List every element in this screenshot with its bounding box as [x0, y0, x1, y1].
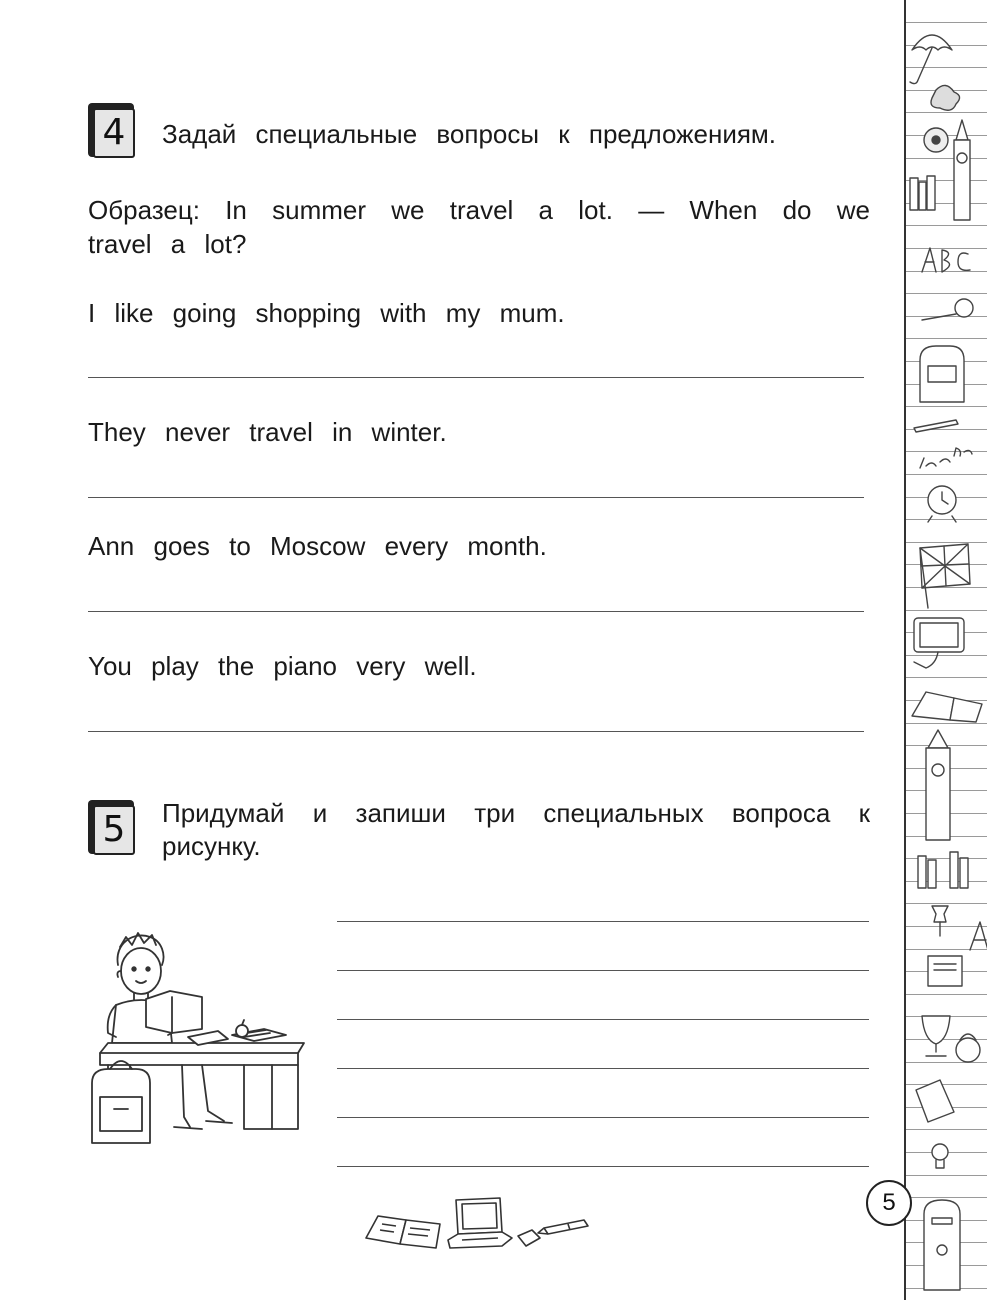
answer-line-3[interactable]: [88, 611, 864, 612]
lightbulb-icon: [932, 1144, 948, 1168]
kettlebell-icon: [956, 1034, 980, 1062]
tablet-icon: [914, 618, 964, 668]
task-4-badge: [88, 103, 138, 161]
trophy-icon: [922, 1016, 950, 1056]
open-book-icon: [366, 1216, 440, 1248]
task-4-example: Образец: In summer we travel a lot. — When do we travel a lot?: [88, 195, 870, 259]
boy-at-desk-illustration: [86, 925, 311, 1153]
pen-icon: [538, 1220, 588, 1234]
school-supplies-illustration: [362, 1190, 594, 1252]
task-4-sentence-1: I like going shopping with my mum.: [88, 298, 565, 328]
laptop-icon: [448, 1198, 512, 1248]
folder-icon: [916, 1080, 954, 1122]
books-icon: [918, 852, 968, 888]
magnifier-icon: [922, 299, 973, 320]
books-icon: [910, 176, 935, 210]
flower-icon: [924, 128, 948, 152]
answer-line-8[interactable]: [337, 1068, 869, 1069]
side-doodles: [906, 0, 987, 1300]
task-4-sentence-3: Ann goes to Moscow every month.: [88, 531, 547, 561]
answer-line-4[interactable]: [88, 731, 864, 732]
open-book-icon: [912, 692, 982, 722]
answer-line-2[interactable]: [88, 497, 864, 498]
answer-line-9[interactable]: [337, 1117, 869, 1118]
task-4-number: 4: [93, 108, 135, 158]
page-number: 5: [866, 1180, 912, 1226]
decorative-side-strip: [904, 0, 987, 1300]
pencil-icon: [914, 420, 958, 432]
big-ben-icon: [926, 730, 950, 840]
eraser-icon: [518, 1230, 540, 1246]
answer-line-7[interactable]: [337, 1019, 869, 1020]
postbox-icon: [924, 1200, 960, 1290]
umbrella-icon: [910, 35, 952, 84]
answer-line-6[interactable]: [337, 970, 869, 971]
big-ben-icon: [954, 120, 970, 220]
alarm-clock-icon: [928, 486, 956, 522]
answer-line-5[interactable]: [337, 921, 869, 922]
task-5-number: 5: [93, 805, 135, 855]
task-5-heading: Придумай и запиши три специальных вопроса к рисунку.: [162, 798, 870, 861]
task-4-heading: Задай специальные вопросы к предложениям.: [162, 119, 777, 149]
answer-line-10[interactable]: [337, 1166, 869, 1167]
answer-line-1[interactable]: [88, 377, 864, 378]
notebook-icon: [928, 956, 962, 986]
backpack-icon: [920, 346, 964, 402]
ink-blot-icon: [931, 85, 960, 110]
london-icon: [920, 448, 972, 468]
task-4-sentence-2: They never travel in winter.: [88, 417, 447, 447]
task-4-sentence-4: You play the piano very well.: [88, 651, 477, 681]
task-5-badge: [88, 800, 138, 858]
letter-a-icon: [970, 922, 987, 950]
pushpin-icon: [932, 906, 948, 936]
uk-flag-icon: [920, 544, 970, 608]
abc-letters-icon: [922, 248, 970, 272]
